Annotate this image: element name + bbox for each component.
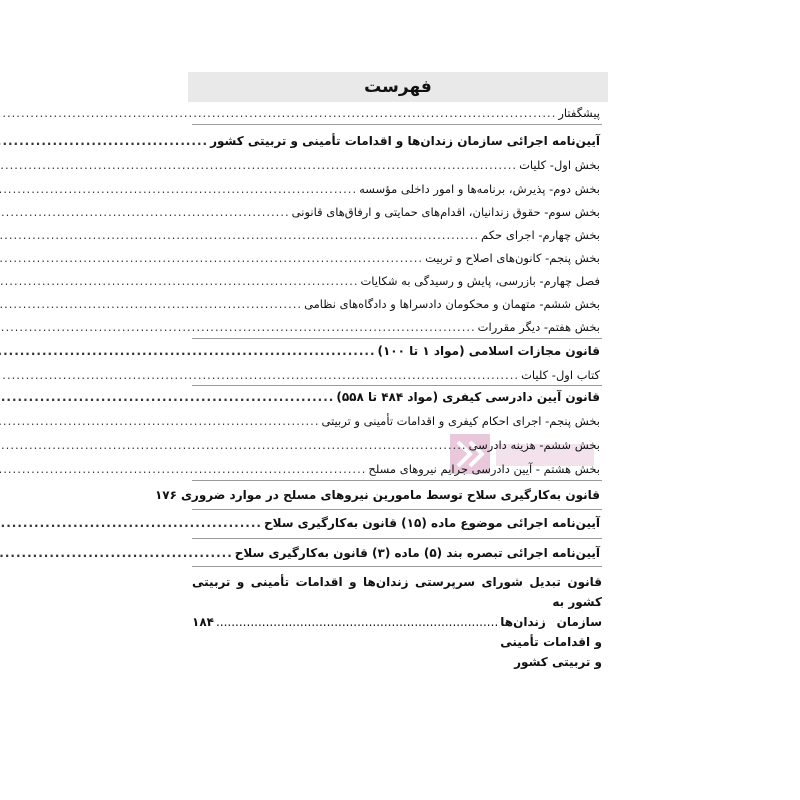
leader-dots: [0, 182, 357, 196]
toc-entry-label: بخش پنجم- اجرای احکام کیفری و اقدامات تأمینی و تربیتی: [321, 414, 600, 428]
leader-dots: [0, 546, 233, 560]
toc-entry-label: فصل چهارم- بازرسی، پایش و رسیدگی به شکایات: [360, 274, 600, 288]
toc-entry-label: قانون به‌کارگیری سلاح توسط مامورین نیروهای مسلح در موارد ضروری: [180, 488, 600, 502]
toc-entry-label: بخش سوم- حقوق زندانیان، اقدام‌های حمایتی و ارفاق‌های قانونی: [291, 205, 600, 219]
leader-dots: ..........................................................................: [215, 615, 499, 629]
toc-entry-main[interactable]: [192, 546, 600, 560]
leader-dots: [0, 320, 476, 334]
leader-dots: [0, 368, 519, 382]
divider: [192, 124, 602, 125]
toc-entry-label: بخش پنجم- کانون‌های اصلاح و تربیت: [425, 251, 600, 265]
toc-entry[interactable]: [192, 320, 600, 334]
toc-entry-main[interactable]: [192, 516, 600, 530]
toc-entry[interactable]: [192, 274, 600, 288]
toc-entry-label: بخش هشتم - آیین دادرسی جرایم نیروهای مسلح: [368, 462, 600, 476]
toc-entry-main[interactable]: [192, 390, 600, 404]
leader-dots: [0, 297, 302, 311]
divider: [192, 509, 602, 510]
toc-entry-main-multiline[interactable]: [192, 572, 602, 672]
toc-entry[interactable]: [192, 228, 600, 242]
toc-entry[interactable]: [192, 158, 600, 172]
toc-entry-label: قانون آیین دادرسی کیفری (مواد ۴۸۴ تا ۵۵۸): [336, 390, 600, 404]
toc-entry[interactable]: [192, 462, 600, 476]
toc-entry-label: بخش اول- کلیات: [519, 158, 600, 172]
toc-entry[interactable]: [192, 251, 600, 265]
leader-dots: [0, 390, 334, 404]
toc-entry[interactable]: [192, 182, 600, 196]
toc-entry-main[interactable]: [154, 488, 600, 502]
leader-dots: [0, 106, 556, 120]
toc-entry-label: آیین‌نامه اجرائی موضوع ماده (۱۵) قانون به‌کارگیری سلاح: [263, 516, 600, 530]
leader-dots: [0, 462, 366, 476]
toc-entry-label: بخش چهارم- اجرای حکم: [481, 228, 600, 242]
leader-dots: [0, 158, 517, 172]
toc-title-box: [188, 72, 608, 102]
toc-page: [154, 72, 608, 669]
toc-entry-page: ۱۸۴: [192, 615, 214, 629]
toc-entry-label: قانون مجازات اسلامی (مواد ۱ تا ۱۰۰): [377, 344, 600, 358]
toc-entry[interactable]: [192, 106, 600, 120]
toc-entry[interactable]: [192, 205, 600, 219]
leader-dots: [0, 414, 320, 428]
leader-dots: [0, 516, 262, 530]
divider: [192, 538, 602, 539]
divider: [192, 385, 602, 386]
divider: [192, 566, 602, 567]
toc-entry-label-line2: سازمان زندان‌ها و اقدامات تأمینی و تربیتی کشور: [500, 615, 602, 669]
toc-entry-label: بخش ششم- متهمان و محکومان دادسراها و دادگاه‌های نظامی: [304, 297, 600, 311]
toc-entry-label: بخش ششم- هزینه دادرسی: [468, 438, 600, 452]
toc-entry-label: آیین‌نامه اجرائی تبصره بند (۵) ماده (۳) قانون به‌کارگیری سلاح: [234, 546, 600, 560]
toc-entry[interactable]: [192, 368, 600, 382]
toc-title: فهرست: [364, 77, 432, 97]
toc-entry-label: پیشگفتار: [558, 106, 600, 120]
leader-dots: [0, 228, 479, 242]
divider: [192, 480, 602, 481]
leader-dots: [0, 344, 376, 358]
toc-entry-main[interactable]: [192, 134, 600, 148]
divider: [192, 338, 602, 339]
toc-entry[interactable]: [192, 438, 600, 452]
leader-dots: [0, 274, 358, 288]
toc-entry-label: کتاب اول- کلیات: [521, 368, 600, 382]
toc-entry-label: آیین‌نامه اجرائی سازمان زندان‌ها و اقدامات تأمینی و تربیتی کشور: [210, 134, 600, 148]
toc-entry[interactable]: [192, 297, 600, 311]
toc-entry-page: ۱۷۶: [154, 488, 177, 502]
leader-dots: [0, 205, 290, 219]
toc-entry-label: بخش هفتم- دیگر مقررات: [477, 320, 600, 334]
leader-dots: [0, 251, 423, 265]
toc-entry[interactable]: [192, 414, 600, 428]
toc-entry-label-line1: قانون تبدیل شورای سرپرستی زندان‌ها و اقدامات تأمینی و تربیتی کشور به: [192, 575, 602, 609]
leader-dots: [0, 438, 467, 452]
leader-dots: [0, 134, 208, 148]
toc-entry-main[interactable]: [192, 344, 600, 358]
toc-entry-label: بخش دوم- پذیرش، برنامه‌ها و امور داخلی مؤسسه: [359, 182, 600, 196]
